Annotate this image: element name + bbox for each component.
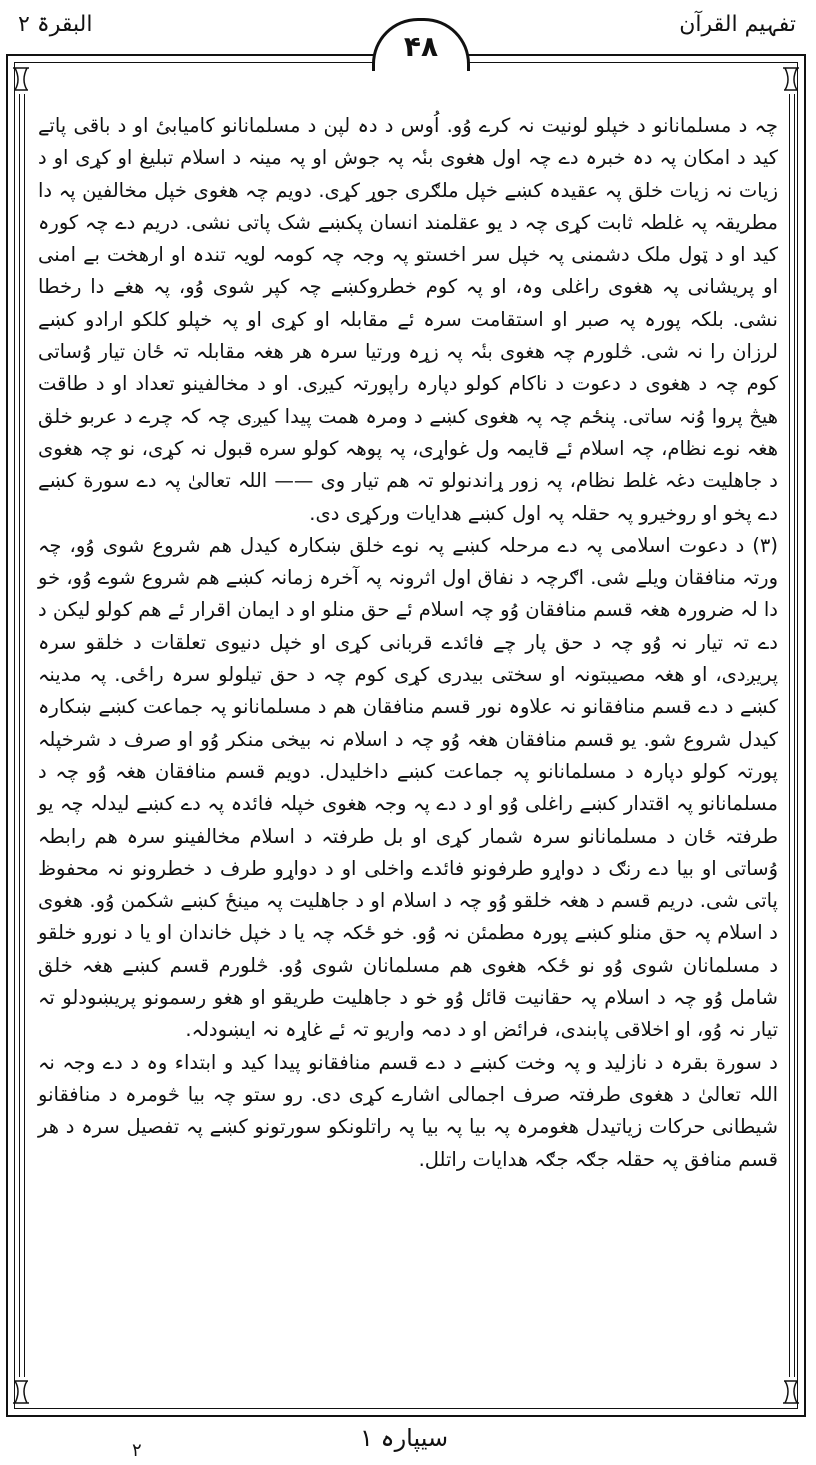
- column-shaft: [789, 94, 795, 1377]
- column-capital-icon: [12, 66, 30, 92]
- column-base-icon: [12, 1379, 30, 1405]
- book-title: تفہیم القرآن: [679, 12, 796, 37]
- column-base-icon: [782, 1379, 800, 1405]
- column-shaft: [19, 94, 25, 1377]
- paragraph-1: چہ د مسلمانانو د خپلو لونیت نہ کرے وُو. اُوس د دہ لپن د مسلمانانو کامیابیٔ او د باقی پاتے کید د امکان پہ دہ خبرہ دے چہ اول هغوی بنٔہ پہ جوش او پہ مینہ د اسلام تبلیغ او کړی او د زیات نہ زیات خلق پہ عقیدہ کښے خپل ملګری جوړ کړی. دویم چہ هغوی خپل مخالفین پہ دا مطریقہ پہ غلطہ ثابت کړی چہ د یو عقلمند انسان پکښے شک پاتی نشی. دریم دے چہ کورہ کید او د ټول ملک دشمنی پہ خپل سر اخستو پہ وجہ چہ کومہ لویہ تندہ او ارهخت بے امنی او پریشانی پہ هغوی راغلی وہ، او پہ کوم خطروکښے چہ کپر شوی وُو، پہ هغے دا رخطا نشی. بلکہ پورہ پہ صبر او استقامت سرہ ئے مقابلہ او کړی او پہ خپلو کلکو ارادو کښے لرزان را نہ شی. څلورم چہ هغوی بنٔہ پہ زړہ ورتیا سرہ هر هغہ مقابلہ تہ ځان تیار وُساتی کوم چہ د هغوی د دعوت د ناکام کولو دپارہ راپورتہ کیږی. او د مخالفینو تعداد او د طاقت هیڅ پروا وُنہ ساتی. پنځم چہ پہ هغوی کښے د ومرہ همت پیدا کیږی چہ کہ چرے د عربو خلق هغہ نوے نظام، چہ اسلام ئے قایمہ ول غواړی، پہ پوهہ کولو سره قبول نہ کړی، نو چہ هغوی د جاهلیت دغہ غلط نظام، پہ زور ړاندنولو تہ هم تیار وی —— اللہ تعالیٰ پہ دے سورة کښے دے پخو او روخیرو پہ حقلہ پہ اول کښے هدایات ورکړی دی.: [38, 114, 778, 525]
- page-number-badge: ۴۸: [372, 18, 470, 71]
- column-capital-icon: [782, 66, 800, 92]
- paragraph-2: (۳) د دعوت اسلامی پہ دے مرحلہ کښے پہ نوے خلق ښکارہ کیدل هم شروع شوی وُو، چہ ورتہ منافقان ویلے شی. اګرچہ د نفاق اول اثرونہ پہ آخرہ زمانہ کښے هم شروع شوے وُو، خو دا لہ ضرورہ هغہ قسم منافقان وُو چہ اسلام ئے حق منلو او د ایمان اقرار ئے هم کولو لیکن د دے تہ تیار نہ وُو چہ د حق پار چے فائدے قربانی کړی او خپل دنیوی تعلقات د خلقو سرہ پریږدی، او هغہ مصیبتونہ او سختی بیدری کړی کوم چہ د حق تیلولو سرہ راځی. پہ مدینہ کښے د دے قسم منافقانو نہ علاوہ نور قسم منافقان هم د مسلمانانو پہ جماعت کښے ښکارہ کیدل شروع شو. یو قسم منافقان هغہ وُو چہ د اسلام نہ بیخی منکر وُو او صرف د شرخپلہ پورتہ کولو دپارہ د مسلمانانو پہ جماعت کښے داخلیدل. دویم قسم منافقان هغہ وُو چہ د مسلمانانو پہ اقتدار کښے راغلی وُو او د دے پہ وجہ هغوی خپلہ فائدہ پہ دے کښے لیدلہ چہ یو طرفتہ ځان د مسلمانانو سرہ شمار کړی او بل طرفتہ د اسلام مخالفینو سرہ هم رابطہ وُساتی او بیا دے رنګ د دواړو طرفونو فائدے واخلی او د دواړو طرف د خطرونو نہ محفوظ پاتی شی. دریم قسم د هغہ خلقو وُو چہ د اسلام او د جاهلیت پہ مینځ کښے شکمن وُو. هغوی د اسلام پہ حق منلو کښے پورہ مطمئن نہ وُو. خو ځکہ چہ یا د خپل خاندان او یا د نورو خلقو د مسلمانان شوی وُو نو ځکہ هغوی هم مسلمانان شوی وُو. څلورم قسم کښے هغہ خلق شامل وُو چہ د اسلام پہ حقانیت قائل وُو خو د جاهلیت طریقو او هغو رسمونو پریښودلو تہ تیار نہ وُو، او اخلاقی پابندی، فرائض او د دمہ واریو تہ ئے غاړہ نہ ایښودلہ.: [38, 533, 778, 1042]
- left-column-ornament: [12, 66, 30, 1405]
- body-text: [38, 110, 778, 1176]
- right-column-ornament: [782, 66, 800, 1405]
- paragraph-3: د سورة بقرہ د نازلید و پہ وخت کښے د دے قسم منافقانو پیدا کید و ابتداء وہ د دے وجہ نہ اللہ تعالیٰ د هغوی طرفتہ صرف اجمالی اشارے کړی دی. رو ستو چہ بیا څومرہ د منافقانو شیطانی حرکات زیاتیدل هغومرہ پہ بیا پہ بیا پہ راتلونکو سورتونو کښے پہ تفصیل سرہ د هر قسم منافق پہ حقلہ جګہ جګہ هدایات راتلل.: [38, 1050, 778, 1171]
- juz-label: سیپارہ ۱: [360, 1424, 449, 1452]
- page-header: [0, 0, 816, 62]
- page-footer: [0, 1424, 816, 1465]
- surah-label: البقرۃ ۲: [18, 12, 93, 37]
- footer-mark: ۲: [132, 1440, 142, 1461]
